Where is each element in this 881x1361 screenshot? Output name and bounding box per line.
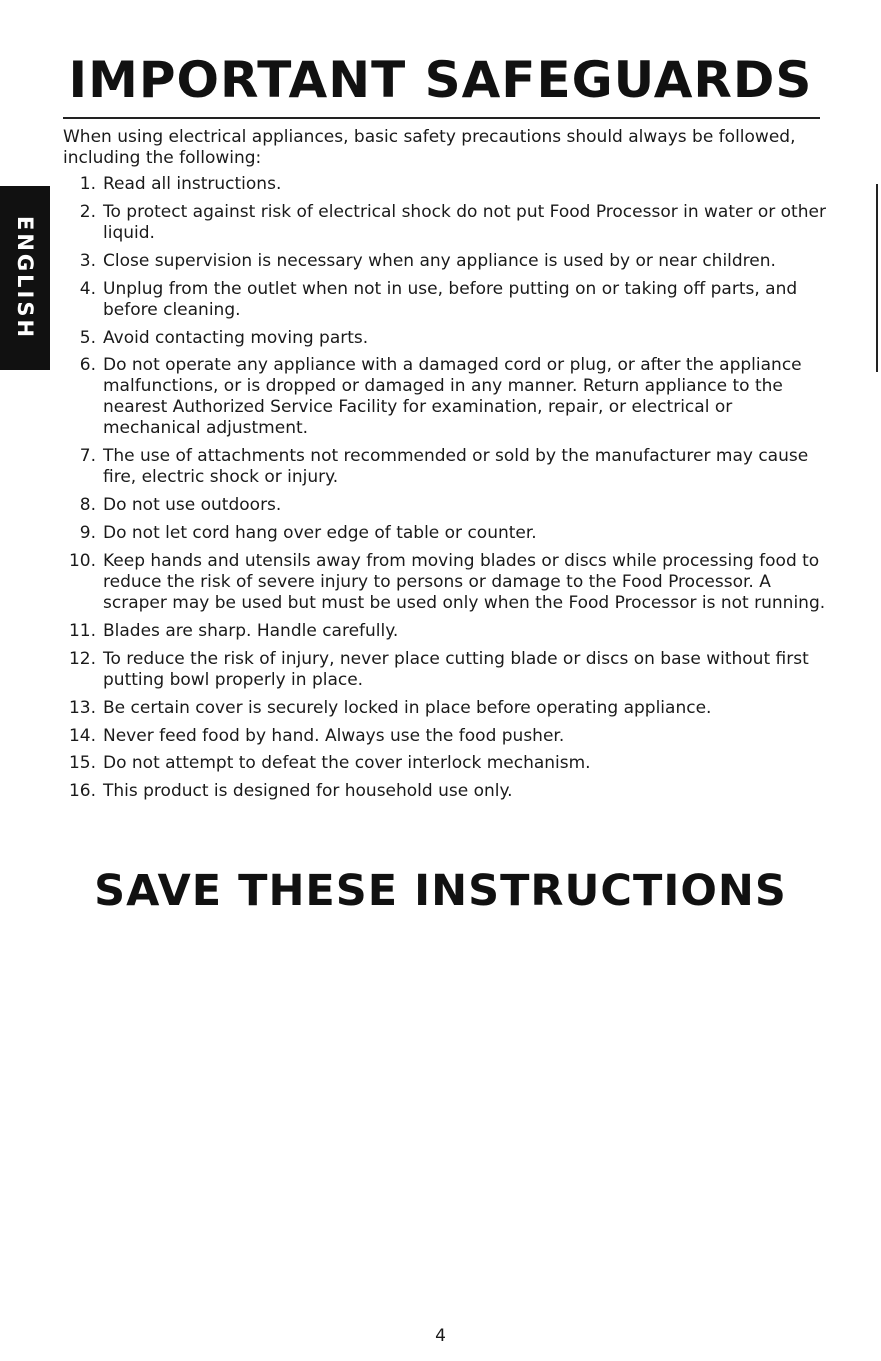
item-text: Close supervision is necessary when any appliance is used by or near children. [103,250,776,271]
item-number: 10. [68,551,96,572]
safeguards-list [63,174,833,809]
list-item [63,726,833,747]
page-title: IMPORTANT SAFEGUARDS [68,51,813,109]
item-text: To reduce the risk of injury, never place cutting blade or discs on base without first putting bowl properly in place. [103,648,809,690]
item-number: 14. [68,725,96,746]
item-number: 11. [68,620,96,641]
language-tab [0,186,50,370]
title-underline [63,117,820,119]
margin-rule [876,184,878,372]
page-number: 4 [435,1326,446,1346]
item-text: To protect against risk of electrical shock do not put Food Processor in water or other liquid. [103,201,826,243]
list-item [63,251,833,272]
list-item [63,523,833,544]
save-instructions-heading: SAVE THESE INSTRUCTIONS [94,866,787,916]
list-item [63,698,833,719]
intro-paragraph: When using electrical appliances, basic safety precautions should always be followed, including the following: [63,127,796,168]
item-number: 7. [79,446,96,467]
item-number: 9. [79,523,96,544]
list-item [63,753,833,774]
item-text: The use of attachments not recommended or sold by the manufacturer may cause fire, electric shock or injury. [103,446,809,488]
list-item [63,328,833,349]
item-text: Blades are sharp. Handle carefully. [103,620,399,641]
list-item [63,174,833,195]
list-item [63,355,833,439]
language-tab-label: ENGLISH [13,215,37,341]
item-number: 2. [79,201,96,222]
item-text: Do not let cord hang over edge of table or counter. [103,523,537,544]
item-number: 5. [79,327,96,348]
item-number: 16. [68,781,96,802]
item-number: 6. [79,355,96,376]
item-number: 15. [68,753,96,774]
item-number: 8. [79,495,96,516]
item-text: Avoid contacting moving parts. [103,327,369,348]
list-item [63,781,833,802]
item-number: 1. [79,174,96,194]
list-item [63,202,833,244]
list-item [63,649,833,691]
item-text: Unplug from the outlet when not in use, before putting on or taking off parts, and before cleaning. [103,278,798,320]
item-number: 4. [79,278,96,299]
list-item [63,495,833,516]
item-text: Never feed food by hand. Always use the food pusher. [103,725,565,746]
item-number: 13. [68,697,96,718]
item-text: Be certain cover is securely locked in place before operating appliance. [103,697,712,718]
item-text: Do not use outdoors. [103,495,282,516]
item-number: 3. [79,250,96,271]
list-item [63,621,833,642]
item-text: Keep hands and utensils away from moving blades or discs while processing food to reduce the risk of severe injury to persons or damage to the Food Processor. A scraper may be used but must be used only when the Food Processor is not running. [103,551,826,614]
item-text: Read all instructions. [103,174,282,194]
list-item [63,551,833,614]
item-text: This product is designed for household use only. [103,781,513,802]
item-text: Do not operate any appliance with a damaged cord or plug, or after the appliance malfunctions, or is dropped or damaged in any manner. Return appliance to the nearest Authorized Service Facility for examination, repair, or electrical or mechanical adjustment. [103,355,802,439]
item-text: Do not attempt to defeat the cover interlock mechanism. [103,753,591,774]
list-item [63,446,833,488]
item-number: 12. [68,648,96,669]
list-item [63,279,833,321]
